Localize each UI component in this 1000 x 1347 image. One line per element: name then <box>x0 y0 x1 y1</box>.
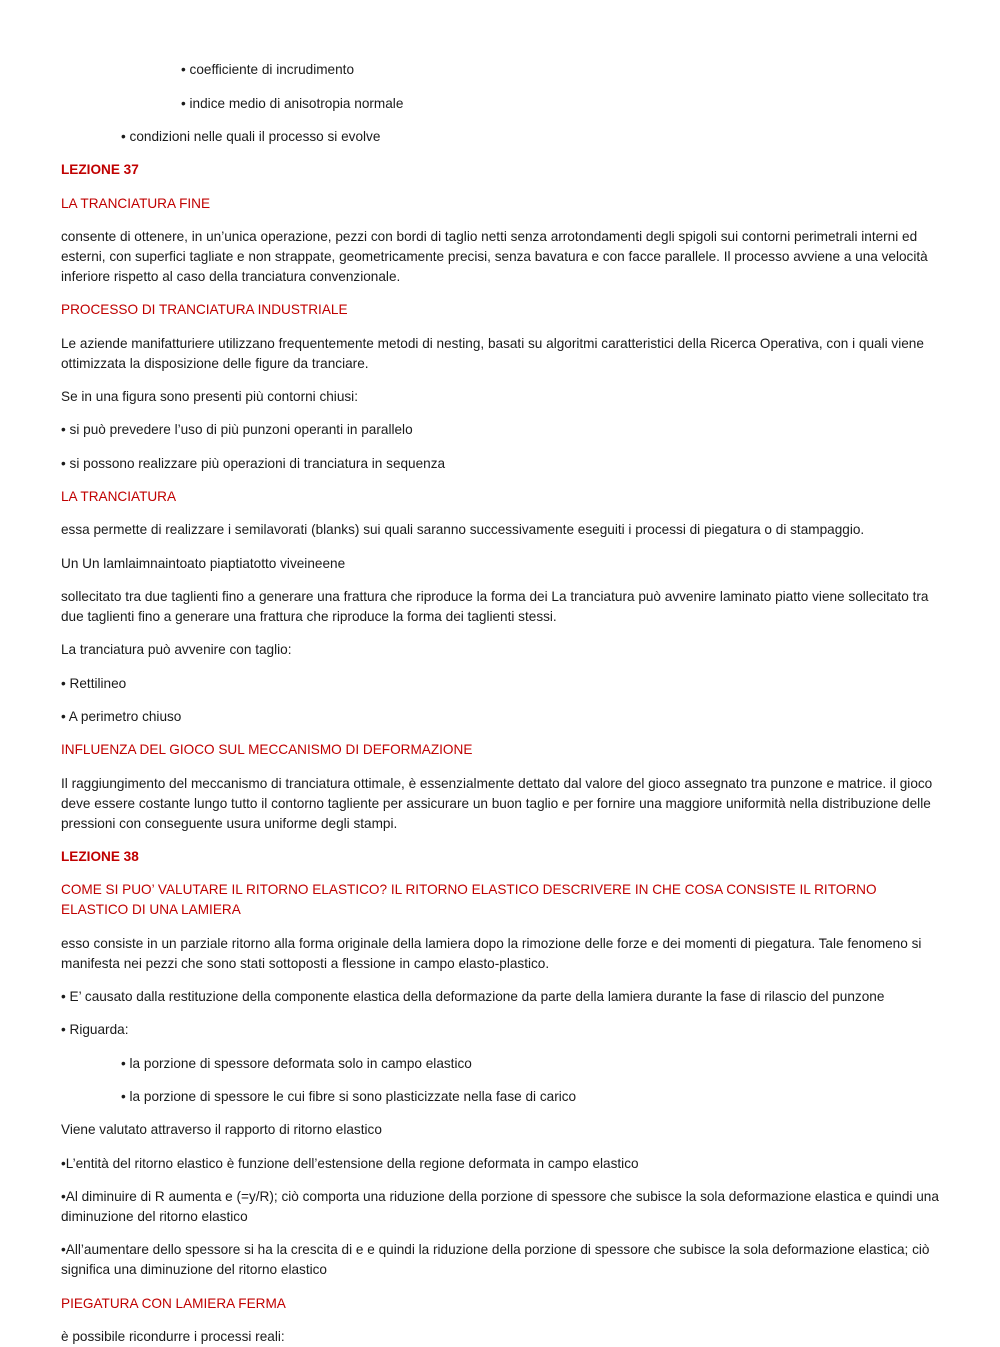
paragraph: La tranciatura può avvenire con taglio: <box>61 642 292 657</box>
bullet-item: • si possono realizzare più operazioni di tranciatura in sequenza <box>61 456 446 471</box>
bullet-item: •Al diminuire di R aumenta e (=y/R); ciò comporta una riduzione della porzione di spessore che subisce la sola deformazione elastica e quindi una diminuzione del ritorno elastico <box>61 1189 939 1224</box>
bullet-item: • indice medio di anisotropia normale <box>181 96 404 111</box>
bullet-item: • E’ causato dalla restituzione della componente elastica della deformazione da parte della lamiera durante la fase di rilascio del punzone <box>61 989 885 1004</box>
bullet-item: • coefficiente di incrudimento <box>181 62 355 77</box>
paragraph: esso consiste in un parziale ritorno alla forma originale della lamiera dopo la rimozione delle forze e dei momenti di piegatura. Tale fenomeno si manifesta nei pezzi che sono stati sottoposti a flessione in campo elasto-plastico. <box>61 936 922 971</box>
bullet-item: •L’entità del ritorno elastico è funzione dell’estensione della regione deformata in campo elastico <box>61 1156 639 1171</box>
bullet-item: • si può prevedere l’uso di più punzoni operanti in parallelo <box>61 422 413 437</box>
bullet-item: • la porzione di spessore le cui fibre si sono plasticizzate nella fase di carico <box>121 1089 577 1104</box>
paragraph: Se in una figura sono presenti più contorni chiusi: <box>61 389 358 404</box>
bullet-item: • A perimetro chiuso <box>61 709 182 724</box>
bullet-item: • condizioni nelle quali il processo si evolve <box>121 129 381 144</box>
paragraph: essa permette di realizzare i semilavorati (blanks) sui quali saranno successivamente eseguiti i processi di piegatura o di stampaggio. <box>61 522 865 537</box>
bullet-item: •All’aumentare dello spessore si ha la crescita di e e quindi la riduzione della porzione di spessore che subisce la sola deformazione elastica; ciò significa una diminuzione del ritorno elastico <box>61 1242 930 1277</box>
section-heading: LA TRANCIATURA FINE <box>61 196 211 211</box>
bullet-item: • la porzione di spessore deformata solo in campo elastico <box>121 1056 472 1071</box>
paragraph: consente di ottenere, in un’unica operazione, pezzi con bordi di taglio netti senza arrotondamenti degli spigoli sui contorni perimetrali interni ed esterni, con superfici tagliate e non strappate, geometricamente precisi, senza bavatura e con facce parallele. Il processo avviene a una velocità inferiore rispetto al caso della tranciatura convenzionale. <box>61 229 928 284</box>
paragraph: Le aziende manifatturiere utilizzano frequentemente metodi di nesting, basati su algoritmi caratteristici della Ricerca Operativa, con i quali viene ottimizzata la disposizione delle figure da tranciare. <box>61 336 924 371</box>
section-heading: PIEGATURA CON LAMIERA FERMA <box>61 1296 286 1311</box>
section-heading: INFLUENZA DEL GIOCO SUL MECCANISMO DI DEFORMAZIONE <box>61 742 473 757</box>
paragraph: Il raggiungimento del meccanismo di tranciatura ottimale, è essenzialmente dettato dal valore del gioco assegnato tra punzone e matrice. il gioco deve essere costante lungo tutto il contorno tagliente per assicurare un buon taglio e per fornire una maggiore uniformità nella distribuzione delle pressioni con conseguente usura uniforme degli stampi. <box>61 776 933 831</box>
section-heading: PROCESSO DI TRANCIATURA INDUSTRIALE <box>61 302 348 317</box>
bullet-item: • Rettilineo <box>61 676 127 691</box>
lesson-heading: LEZIONE 37 <box>61 162 139 177</box>
section-heading: LA TRANCIATURA <box>61 489 177 504</box>
lesson-heading: LEZIONE 38 <box>61 849 139 864</box>
section-heading: COME SI PUO’ VALUTARE IL RITORNO ELASTICO? IL RITORNO ELASTICO DESCRIVERE IN CHE COSA CONSISTE IL RITORNO ELASTICO DI UNA LAMIERA <box>61 882 877 917</box>
bullet-item: • Riguarda: <box>61 1022 129 1037</box>
paragraph: Un Un lamlaimnaintoato piaptiatotto viveineene <box>61 556 346 571</box>
paragraph: Viene valutato attraverso il rapporto di ritorno elastico <box>61 1122 382 1137</box>
paragraph: sollecitato tra due taglienti fino a generare una frattura che riproduce la forma dei La tranciatura può avvenire laminato piatto viene sollecitato tra due taglienti fino a generare una frattura che riproduce la forma dei taglienti stessi. <box>61 589 929 624</box>
paragraph: è possibile ricondurre i processi reali: <box>61 1329 285 1344</box>
